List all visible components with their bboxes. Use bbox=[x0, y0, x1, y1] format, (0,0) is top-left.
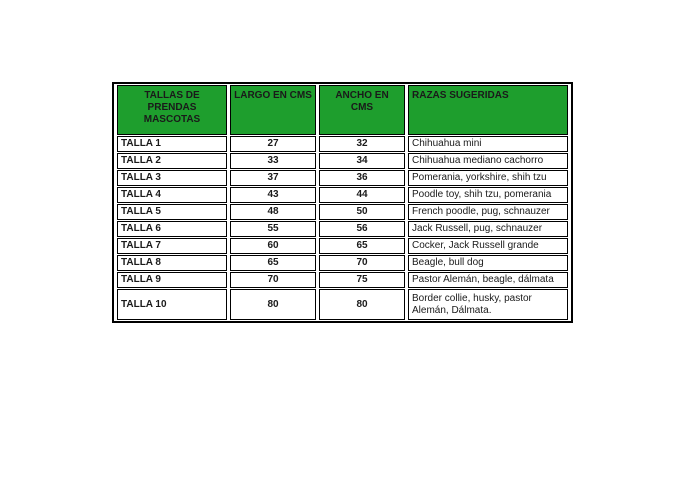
talla-cell: TALLA 8 bbox=[117, 255, 227, 271]
talla-cell: TALLA 3 bbox=[117, 170, 227, 186]
largo-cell: 27 bbox=[230, 136, 316, 152]
razas-cell: Chihuahua mini bbox=[408, 136, 568, 152]
table-row bbox=[117, 136, 568, 152]
largo-cell: 60 bbox=[230, 238, 316, 254]
ancho-cell: 50 bbox=[319, 204, 405, 220]
ancho-cell: 44 bbox=[319, 187, 405, 203]
table-row bbox=[117, 221, 568, 237]
table-row bbox=[117, 170, 568, 186]
talla-cell: TALLA 5 bbox=[117, 204, 227, 220]
talla-cell: TALLA 7 bbox=[117, 238, 227, 254]
razas-cell: Poodle toy, shih tzu, pomerania bbox=[408, 187, 568, 203]
table-row bbox=[117, 272, 568, 288]
talla-cell: TALLA 4 bbox=[117, 187, 227, 203]
razas-cell: Pomerania, yorkshire, shih tzu bbox=[408, 170, 568, 186]
razas-cell: French poodle, pug, schnauzer bbox=[408, 204, 568, 220]
largo-cell: 33 bbox=[230, 153, 316, 169]
largo-cell: 55 bbox=[230, 221, 316, 237]
table-row bbox=[117, 238, 568, 254]
table-row bbox=[117, 187, 568, 203]
talla-cell: TALLA 2 bbox=[117, 153, 227, 169]
header-tallas-de-prendas-mascotas: TALLAS DE PRENDAS MASCOTAS bbox=[117, 85, 227, 135]
razas-cell: Jack Russell, pug, schnauzer bbox=[408, 221, 568, 237]
ancho-cell: 80 bbox=[319, 289, 405, 320]
table-row bbox=[117, 153, 568, 169]
header-ancho-en-cms: ANCHO EN CMS bbox=[319, 85, 405, 135]
talla-cell: TALLA 10 bbox=[117, 289, 227, 320]
razas-cell: Pastor Alemán, beagle, dálmata bbox=[408, 272, 568, 288]
table-header-row bbox=[117, 85, 568, 135]
razas-cell: Cocker, Jack Russell grande bbox=[408, 238, 568, 254]
talla-cell: TALLA 1 bbox=[117, 136, 227, 152]
ancho-cell: 36 bbox=[319, 170, 405, 186]
ancho-cell: 75 bbox=[319, 272, 405, 288]
largo-cell: 43 bbox=[230, 187, 316, 203]
ancho-cell: 32 bbox=[319, 136, 405, 152]
ancho-cell: 56 bbox=[319, 221, 405, 237]
ancho-cell: 65 bbox=[319, 238, 405, 254]
table-row bbox=[117, 204, 568, 220]
pet-sizes-table bbox=[112, 82, 573, 323]
largo-cell: 65 bbox=[230, 255, 316, 271]
header-largo-en-cms: LARGO EN CMS bbox=[230, 85, 316, 135]
table-row bbox=[117, 289, 568, 320]
razas-cell: Chihuahua mediano cachorro bbox=[408, 153, 568, 169]
largo-cell: 80 bbox=[230, 289, 316, 320]
razas-cell: Beagle, bull dog bbox=[408, 255, 568, 271]
talla-cell: TALLA 9 bbox=[117, 272, 227, 288]
ancho-cell: 34 bbox=[319, 153, 405, 169]
talla-cell: TALLA 6 bbox=[117, 221, 227, 237]
razas-cell: Border collie, husky, pastor Alemán, Dálmata. bbox=[408, 289, 568, 320]
largo-cell: 37 bbox=[230, 170, 316, 186]
header-razas-sugeridas: RAZAS SUGERIDAS bbox=[408, 85, 568, 135]
ancho-cell: 70 bbox=[319, 255, 405, 271]
largo-cell: 48 bbox=[230, 204, 316, 220]
largo-cell: 70 bbox=[230, 272, 316, 288]
table-row bbox=[117, 255, 568, 271]
